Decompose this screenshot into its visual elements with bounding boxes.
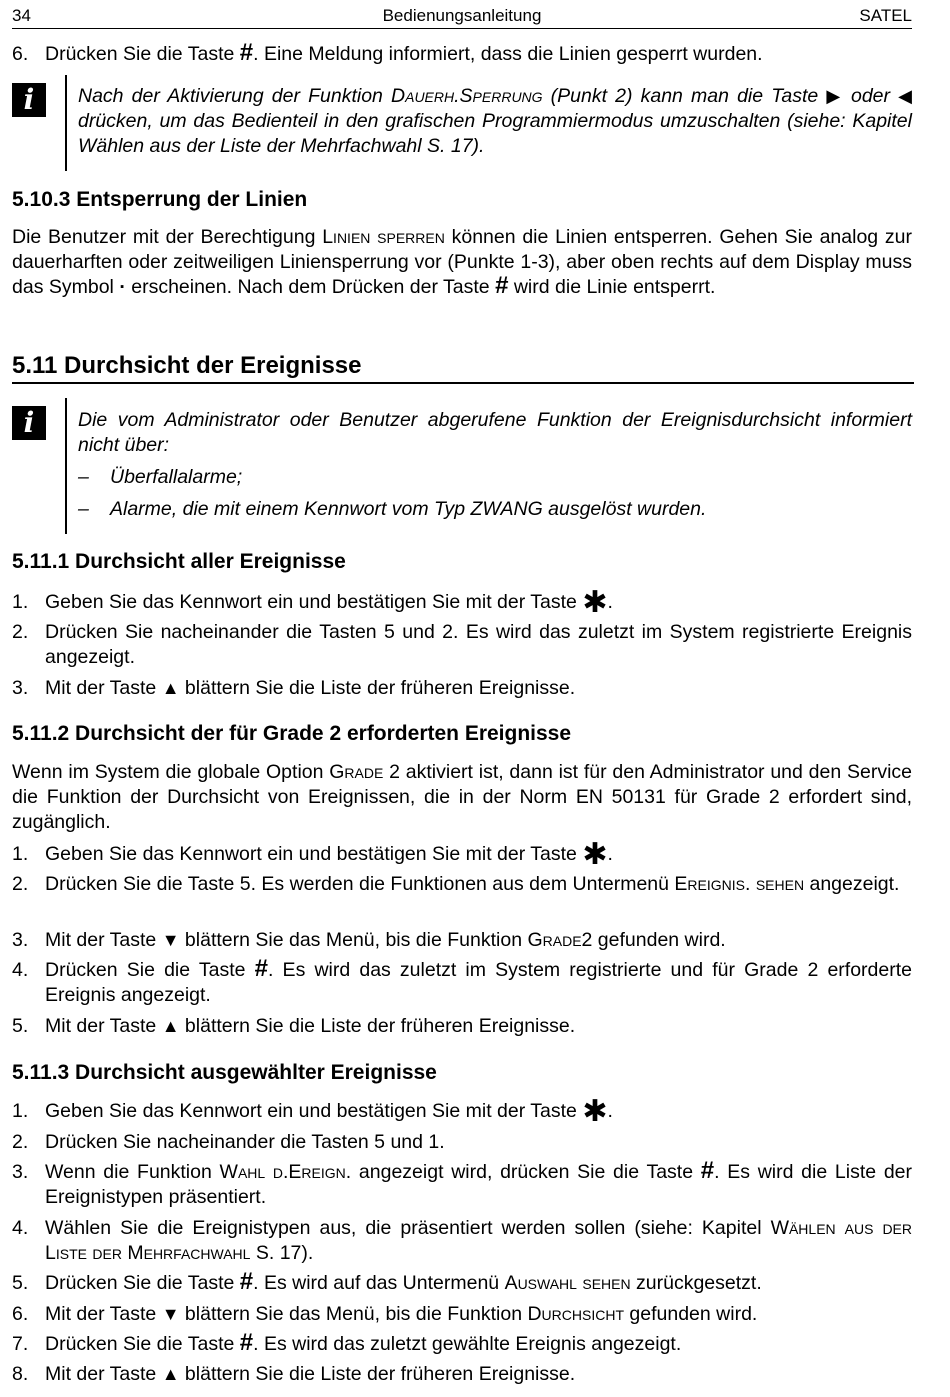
info-icon: i [12,83,46,117]
page-number: 34 [12,6,31,25]
list-item: 7. Drücken Sie die Taste #. Es wird das zuletzt gewählte Ereignis angezeigt. [12,1329,682,1356]
section-heading: 5.11.3 Durchsicht ausgewählter Ereignisse [12,1061,437,1084]
list-item: 1. Geben Sie das Kennwort ein und bestätigen Sie mit der Taste ✱. [12,586,613,619]
list-item: 3. Mit der Taste ▲ blättern Sie die Liste der früheren Ereignisse. [12,677,576,699]
list-item: 8. Mit der Taste ▲ blättern Sie die Liste der früheren Ereignisse. [12,1363,576,1385]
list-item: 2. Drücken Sie nacheinander die Tasten 5 und 2. Es wird das zuletzt im System registrierte Ereignis angezeigt. [12,621,912,668]
list-item: 1. Geben Sie das Kennwort ein und bestätigen Sie mit der Taste ✱. [12,838,613,871]
brand-name: SATEL [859,6,912,25]
section-heading: 5.11.2 Durchsicht der für Grade 2 erforderten Ereignisse [12,722,572,745]
list-item: 4. Wählen Sie die Ereignistypen aus, die präsentiert werden sollen (siehe: Kapitel Wählen aus der Liste der Mehrfachwahl S. 17). [12,1217,912,1264]
info-icon: i [12,406,46,440]
info-note [12,75,912,171]
list-item: 3. Wenn die Funktion Wahl d.Ereign. angezeigt wird, drücken Sie die Taste #. Es wird die Liste der Ereignistypen präsentiert. [12,1157,913,1208]
info-note [12,398,912,534]
up-arrow-icon: ▲ [161,1016,180,1036]
list-item: 4. Drücken Sie die Taste #. Es wird das zuletzt im System registrierte und für Grade 2 erforderte Ereignis angezeigt. [12,955,912,1006]
hash-key-icon: # [239,1268,254,1295]
star-key-icon: ✱ [582,586,608,619]
hash-key-icon: # [700,1157,715,1184]
hash-key-icon: # [239,39,254,66]
list-item: 3. Mit der Taste ▼ blättern Sie das Menü, bis die Funktion Grade2 gefunden wird. [12,929,726,951]
list-item: 6. Drücken Sie die Taste #. Eine Meldung informiert, dass die Linien gesperrt wurden. [12,39,763,66]
section-heading: 5.11 Durchsicht der Ereignisse [12,352,914,384]
section-heading: 5.10.3 Entsperrung der Linien [12,188,308,211]
hash-key-icon: # [239,1329,254,1356]
list-item: 5. Mit der Taste ▲ blättern Sie die Liste der früheren Ereignisse. [12,1015,576,1037]
info-note-text: Nach der Aktivierung der Funktion Dauerh.Sperrung (Punkt 2) kann man die Taste ▶ oder ◀ drücken, um das Bedienteil in den grafischen Programmiermodus umzuschalten (siehe: Kapitel Wählen aus der Liste der Mehrfachwahl S. 17). [78,85,912,157]
list-item: 2. Drücken Sie nacheinander die Tasten 5 und 1. [12,1131,445,1153]
document-title: Bedienungsanleitung [382,6,542,25]
paragraph: Wenn im System die globale Option Grade 2 aktiviert ist, dann ist für den Administrator und den Service die Funktion der Durchsicht von Ereignissen, die in der Norm EN 50131 für Grade 2 erfordert sind, zugänglich. [12,761,912,833]
note-bar [65,398,67,534]
paragraph: Die Benutzer mit der Berechtigung Linien sperren können die Linien entsperren. Gehen Sie analog zur dauerharften oder zeitweiligen Liniensperrung vor (Punkte 1-3), aber oben rechts auf dem Display muss das Symbol · erscheinen. Nach dem Drücken der Taste # wird die Linie entsperrt. [12,226,912,299]
hash-key-icon: # [495,272,509,299]
list-item: 2. Drücken Sie die Taste 5. Es werden die Funktionen aus dem Untermenü Ereignis. sehen angezeigt. [12,873,900,895]
list-item: 5. Drücken Sie die Taste #. Es wird auf das Untermenü Auswahl sehen zurückgesetzt. [12,1268,762,1295]
star-key-icon: ✱ [582,1095,608,1128]
running-header [12,6,912,29]
hash-key-icon: # [254,955,268,982]
section-heading: 5.11.1 Durchsicht aller Ereignisse [12,550,346,573]
info-note-text: Die vom Administrator oder Benutzer abgerufene Funktion der Ereignisdurchsicht informiert nicht über: – Überfallalarme; – Alarme, die mit einem Kennwort vom Typ ZWANG ausgelöst wurden. [78,409,912,520]
symbol-dot-icon: · [119,276,126,298]
dash-item: – Überfallalarme; [78,466,243,488]
list-item: 6. Mit der Taste ▼ blättern Sie das Menü, bis die Funktion Durchsicht gefunden wird. [12,1303,758,1325]
up-arrow-icon: ▲ [161,1364,180,1384]
star-key-icon: ✱ [582,838,608,871]
down-arrow-icon: ▼ [161,1304,180,1324]
note-bar [65,75,67,171]
left-arrow-icon: ◀ [898,86,912,106]
right-arrow-icon: ▶ [826,86,843,106]
list-item: 1. Geben Sie das Kennwort ein und bestätigen Sie mit der Taste ✱. [12,1095,613,1128]
dash-item: – Alarme, die mit einem Kennwort vom Typ ZWANG ausgelöst wurden. [78,498,707,520]
up-arrow-icon: ▲ [161,678,180,698]
down-arrow-icon: ▼ [161,930,180,950]
